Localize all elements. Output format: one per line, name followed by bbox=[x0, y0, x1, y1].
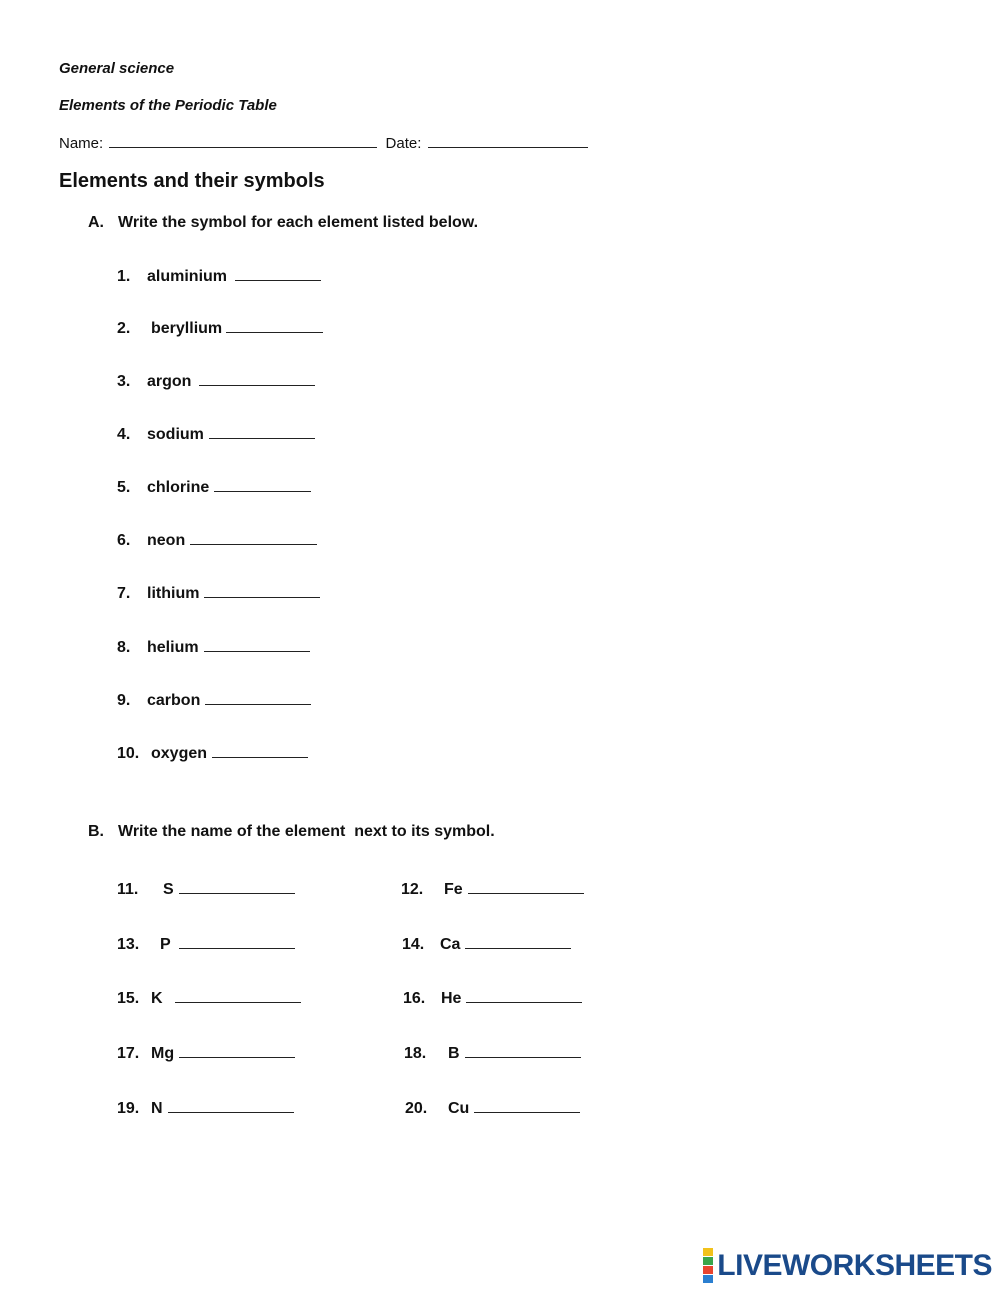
list-item bbox=[403, 988, 582, 1008]
logo-blocks-icon bbox=[703, 1248, 713, 1283]
item-label: helium bbox=[147, 639, 199, 656]
item-label: lithium bbox=[147, 585, 200, 602]
answer-blank[interactable] bbox=[179, 934, 295, 949]
answer-blank[interactable] bbox=[465, 1043, 581, 1058]
answer-blank[interactable] bbox=[466, 988, 582, 1003]
item-symbol: N bbox=[151, 1100, 163, 1117]
course-title: General science bbox=[59, 60, 175, 77]
item-number: 9. bbox=[117, 692, 131, 709]
list-item bbox=[117, 637, 310, 657]
item-number: 11. bbox=[117, 881, 139, 898]
answer-blank[interactable] bbox=[168, 1098, 294, 1113]
item-label: beryllium bbox=[151, 320, 223, 337]
item-number: 10. bbox=[117, 745, 140, 762]
answer-blank[interactable] bbox=[190, 530, 317, 545]
section-b-text: Write the name of the element next to its symbol. bbox=[118, 823, 495, 840]
name-date-line bbox=[59, 133, 588, 152]
item-symbol: Mg bbox=[151, 1045, 175, 1062]
answer-blank[interactable] bbox=[226, 318, 323, 333]
answer-blank[interactable] bbox=[468, 879, 584, 894]
list-item bbox=[117, 1043, 295, 1063]
section-b-letter: B. bbox=[88, 823, 104, 840]
answer-blank[interactable] bbox=[204, 637, 310, 652]
answer-blank[interactable] bbox=[179, 1043, 295, 1058]
item-symbol: B bbox=[448, 1045, 460, 1062]
answer-blank[interactable] bbox=[235, 266, 321, 281]
list-item bbox=[117, 424, 315, 444]
section-heading: Elements and their symbols bbox=[59, 170, 325, 192]
list-item bbox=[117, 583, 320, 603]
item-number: 17. bbox=[117, 1045, 140, 1062]
worksheet-title: Elements of the Periodic Table bbox=[59, 97, 277, 114]
item-label: aluminium bbox=[147, 268, 228, 285]
item-label: chlorine bbox=[147, 479, 210, 496]
item-number: 2. bbox=[117, 320, 131, 337]
item-label: oxygen bbox=[151, 745, 208, 762]
answer-blank[interactable] bbox=[212, 743, 308, 758]
item-symbol: K bbox=[151, 990, 163, 1007]
list-item bbox=[117, 934, 295, 954]
date-label: Date: bbox=[385, 135, 422, 152]
list-item bbox=[117, 530, 317, 550]
item-symbol: Ca bbox=[440, 936, 461, 953]
item-label: carbon bbox=[147, 692, 201, 709]
list-item bbox=[404, 1043, 581, 1063]
list-item bbox=[401, 879, 584, 899]
item-number: 4. bbox=[117, 426, 131, 443]
answer-blank[interactable] bbox=[199, 371, 315, 386]
name-field[interactable] bbox=[109, 133, 377, 148]
section-a-letter: A. bbox=[88, 214, 104, 231]
item-number: 15. bbox=[117, 990, 140, 1007]
item-symbol: Fe bbox=[444, 881, 463, 898]
section-a-instruction bbox=[88, 214, 478, 232]
item-number: 14. bbox=[402, 936, 425, 953]
item-symbol: S bbox=[163, 881, 174, 898]
date-field[interactable] bbox=[428, 133, 588, 148]
liveworksheets-logo bbox=[703, 1248, 992, 1283]
list-item bbox=[405, 1098, 580, 1118]
item-number: 6. bbox=[117, 532, 131, 549]
answer-blank[interactable] bbox=[204, 583, 320, 598]
item-number: 20. bbox=[405, 1100, 428, 1117]
item-number: 5. bbox=[117, 479, 131, 496]
brand-name: LIVEWORKSHEETS bbox=[717, 1248, 992, 1282]
list-item bbox=[117, 371, 315, 391]
answer-blank[interactable] bbox=[175, 988, 301, 1003]
item-number: 1. bbox=[117, 268, 131, 285]
answer-blank[interactable] bbox=[465, 934, 571, 949]
list-item bbox=[117, 879, 295, 899]
item-symbol: P bbox=[160, 936, 171, 953]
list-item bbox=[117, 988, 301, 1008]
list-item bbox=[117, 743, 308, 763]
item-number: 3. bbox=[117, 373, 131, 390]
item-number: 19. bbox=[117, 1100, 140, 1117]
section-a-text: Write the symbol for each element listed below. bbox=[118, 214, 479, 231]
answer-blank[interactable] bbox=[179, 879, 295, 894]
list-item bbox=[117, 477, 311, 497]
list-item bbox=[117, 266, 321, 286]
item-number: 13. bbox=[117, 936, 140, 953]
section-b-instruction bbox=[88, 823, 495, 841]
item-symbol: He bbox=[441, 990, 462, 1007]
answer-blank[interactable] bbox=[209, 424, 315, 439]
item-number: 7. bbox=[117, 585, 131, 602]
name-label: Name: bbox=[59, 135, 104, 152]
answer-blank[interactable] bbox=[474, 1098, 580, 1113]
item-number: 8. bbox=[117, 639, 131, 656]
list-item bbox=[402, 934, 571, 954]
item-label: sodium bbox=[147, 426, 204, 443]
item-label: argon bbox=[147, 373, 192, 390]
item-number: 12. bbox=[401, 881, 424, 898]
answer-blank[interactable] bbox=[205, 690, 311, 705]
answer-blank[interactable] bbox=[214, 477, 311, 492]
item-label: neon bbox=[147, 532, 186, 549]
item-symbol: Cu bbox=[448, 1100, 470, 1117]
list-item bbox=[117, 690, 311, 710]
list-item bbox=[117, 1098, 294, 1118]
item-number: 18. bbox=[404, 1045, 427, 1062]
list-item bbox=[117, 318, 323, 338]
item-number: 16. bbox=[403, 990, 426, 1007]
